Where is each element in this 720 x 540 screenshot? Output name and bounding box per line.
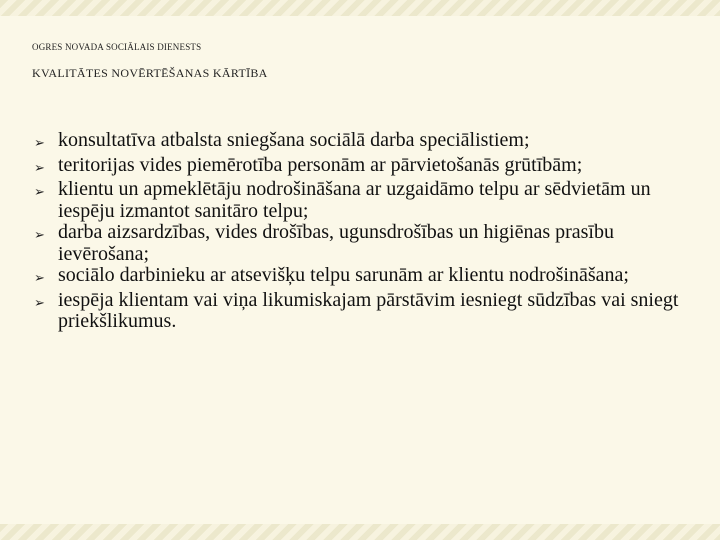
arrow-bullet-icon: ➢ bbox=[34, 228, 45, 243]
list-item-text: iespēja klientam vai viņa likumiskajam pārstāvim iesniegt sūdzības vai sniegt priekšlikumus. bbox=[58, 288, 679, 332]
arrow-bullet-icon: ➢ bbox=[34, 295, 45, 311]
list-item bbox=[34, 290, 704, 333]
list-item bbox=[34, 222, 704, 265]
list-item-text: teritorijas vides piemērotība personām ar pārvietošanās grūtībām; bbox=[58, 153, 583, 176]
arrow-bullet-icon: ➢ bbox=[34, 136, 45, 151]
bullet-list bbox=[34, 130, 704, 333]
list-item-text: darba aizsardzības, vides drošības, ugunsdrošības un higiēnas prasību ievērošana; bbox=[58, 221, 614, 265]
list-item bbox=[34, 155, 704, 180]
list-item bbox=[34, 130, 704, 155]
arrow-bullet-icon: ➢ bbox=[34, 160, 45, 176]
bottom-decorative-band bbox=[0, 524, 720, 540]
list-item bbox=[34, 265, 704, 290]
list-item-text: klientu un apmeklētāju nodrošināšana ar uzgaidāmo telpu ar sēdvietām un iespēju izmantot sanitāro telpu; bbox=[58, 178, 651, 222]
list-item bbox=[34, 179, 704, 222]
top-decorative-band bbox=[0, 0, 720, 16]
slide-subtitle: KVALITĀTES NOVĒRTĒŠANAS KĀRTĪBA bbox=[32, 66, 268, 80]
list-item-text: konsultatīva atbalsta sniegšana sociālā darba speciālistiem; bbox=[58, 129, 530, 151]
organization-header: OGRES NOVADA SOCIĀLAIS DIENESTS bbox=[32, 42, 202, 52]
list-item-text: sociālo darbinieku ar atsevišķu telpu sarunām ar klientu nodrošināšana; bbox=[58, 264, 629, 286]
arrow-bullet-icon: ➢ bbox=[34, 271, 45, 286]
arrow-bullet-icon: ➢ bbox=[34, 185, 45, 200]
